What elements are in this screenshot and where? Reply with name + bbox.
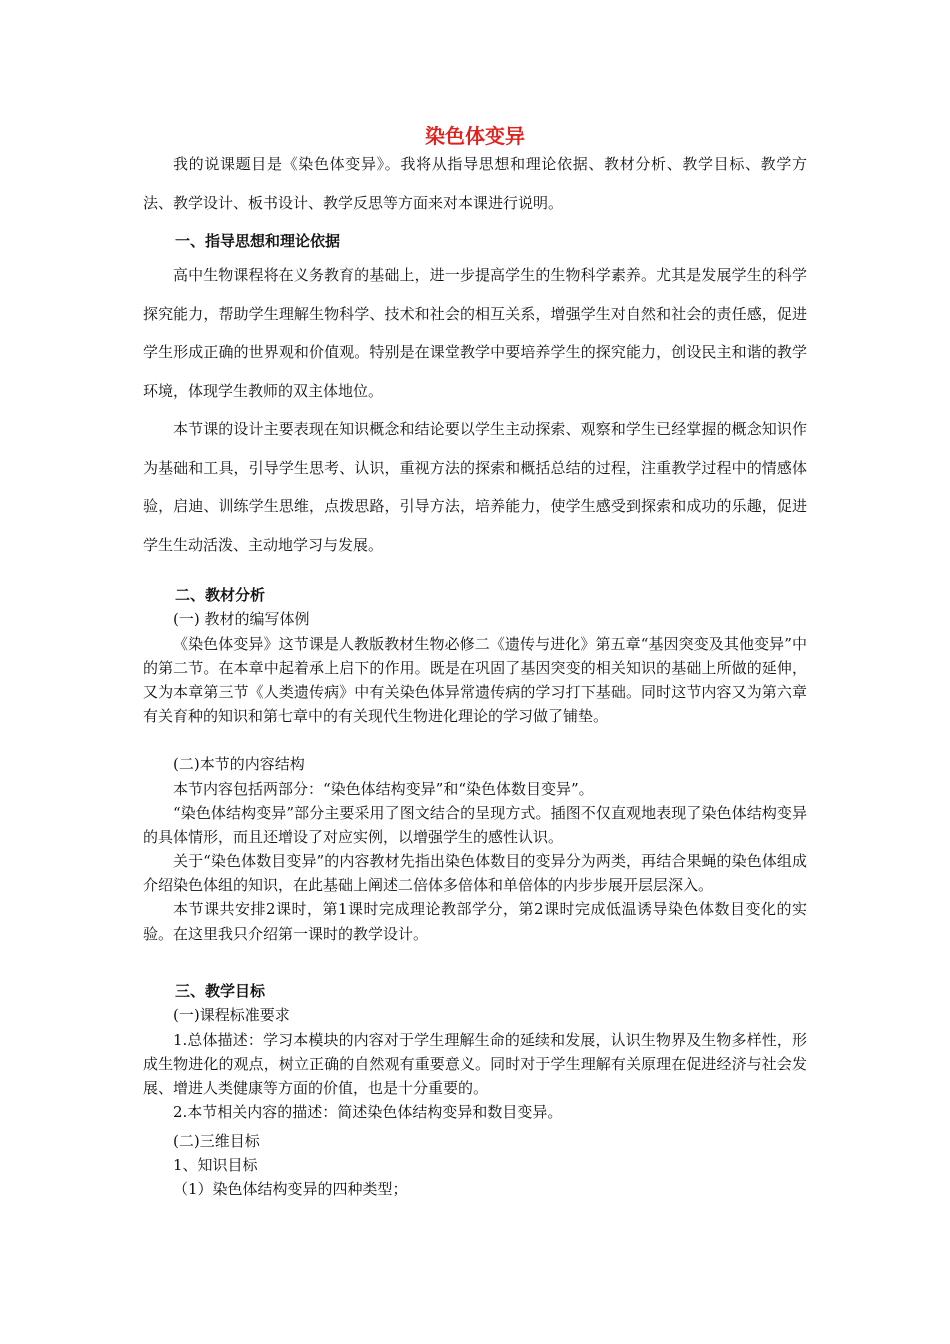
section3-paragraph-2: 2.本节相关内容的描述：简述染色体结构变异和数目变异。 <box>173 1103 563 1122</box>
section2-heading: 二、教材分析 <box>175 586 266 604</box>
section3-item-1: 1、知识目标 <box>173 1156 258 1174</box>
section3-heading: 三、教学目标 <box>175 982 266 1000</box>
section2-body-2 <box>143 777 807 946</box>
section1-paragraph-2: 本节课的设计主要表现在知识概念和结论要以学生主动探索、观察和学生已经掌握的概念知识作为基础和工具，引导学生思考、认识，重视方法的探索和概括总结的过程，注重教学过程中的情感体验，启迪、训练学生思维，点拨思路，引导方法，培养能力，使学生感受到探索和成功的乐趣，促进学生生动活泼、主动地学习与发展。 <box>143 420 807 554</box>
section2-subheading-2: (二)本节的内容结构 <box>173 755 305 773</box>
section3-paragraph-1: 1.总体描述：学习本模块的内容对于学生理解生命的延续和发展，认识生物界及生物多样性，形成生物进化的观点，树立正确的自然观有重要意义。同时对于学生理解有关原理在促进经济与社会发展、增进人类健康等方面的价值，也是十分重要的。 <box>143 1031 807 1098</box>
section3-body <box>143 1028 807 1124</box>
section1-paragraph-1: 高中生物课程将在义务教育的基础上，进一步提高学生的生物科学素养。尤其是发展学生的科学探究能力，帮助学生理解生物科学、技术和社会的相互关系，增强学生对自然和社会的责任感，促进学生形成正确的世界观和价值观。特别是在课堂教学中要培养学生的探究能力，创设民主和谐的教学环境，体现学生教师的双主体地位。 <box>143 266 807 400</box>
section2-paragraph-1: 《染色体变异》这节课是人教版教材生物必修二《遗传与进化》第五章“基因突变及其他变异”中的第二节。在本章中起着承上启下的作用。既是在巩固了基因突变的相关知识的基础上所做的延伸，又为本章第三节《人类遗传病》中有关染色体异常遗传病的学习打下基础。同时这节内容又为第六章有关育种的知识和第七章中的有关现代生物进化理论的学习做了铺垫。 <box>143 635 807 726</box>
intro-paragraph-block <box>143 145 807 222</box>
section2-paragraph-2: 本节内容包括两部分：“染色体结构变异”和“染色体数目变异”。 <box>173 780 594 798</box>
section3-subheading-1: (一)课程标准要求 <box>173 1006 290 1024</box>
section1-heading: 一、指导思想和理论依据 <box>175 232 341 250</box>
section1-body <box>143 256 807 564</box>
section2-paragraph-3: “染色体结构变异”部分主要采用了图文结合的呈现方式。插图不仅直观地表现了染色体结构变异的具体情形，而且还增设了对应实例，以增强学生的感性认识。 <box>143 804 807 847</box>
section2-body-1 <box>143 632 807 728</box>
section2-subheading-1: (一) 教材的编写体例 <box>173 610 310 628</box>
document-title: 染色体变异 <box>425 124 525 148</box>
section3-item-2: （1）染色体结构变异的四种类型； <box>173 1180 408 1198</box>
section2-paragraph-4: 关于“染色体数目变异”的内容教材先指出染色体数目的变异分为两类，再结合果蝇的染色体组成介绍染色体组的知识，在此基础上阐述二倍体多倍体和单倍体的内步步展开层层深入。 <box>143 852 807 895</box>
intro-paragraph: 我的说课题目是《染色体变异》。我将从指导思想和理论依据、教材分析、教学目标、教学方法、教学设计、板书设计、教学反思等方面来对本课进行说明。 <box>143 155 807 212</box>
section3-subheading-2: (二)三维目标 <box>173 1132 260 1150</box>
section2-paragraph-5: 本节课共安排2课时，第1课时完成理论教部学分，第2课时完成低温诱导染色体数目变化的实验。在这里我只介绍第一课时的教学设计。 <box>143 900 807 943</box>
